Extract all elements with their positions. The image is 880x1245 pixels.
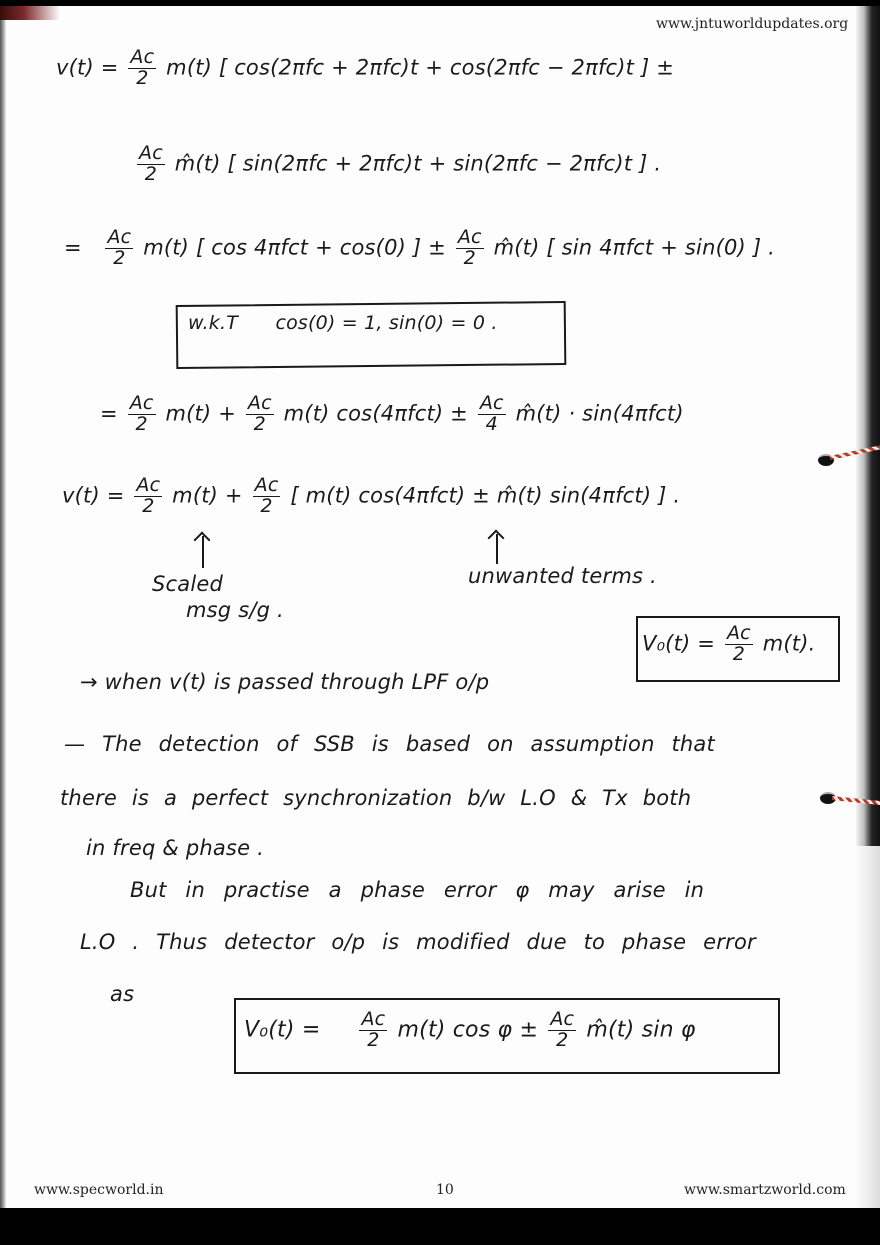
annotation-unwanted: unwanted terms . [468,564,657,588]
equation-2 [134,144,661,185]
notebook-page [0,6,880,1208]
lpf-statement: → when v(t) is passed through LPF o/p [80,670,490,694]
paragraph-1-line-2: there is a perfect synchronization b/w L.O & Tx both [60,786,692,810]
paragraph-2-line-1: But in practise a phase error φ may arise in [130,878,705,902]
equation-1 [56,48,674,89]
fraction: $\frac{Ac}{2}$ [107,226,132,269]
fraction: $\frac{Ac}{4}$ [479,392,504,435]
final-equation: V₀(t) = $\frac{Ac}{2}$ m(t) cos φ ± $\frac{Ac}{2}$ m̂(t) sin φ [244,1008,696,1051]
fraction: $\frac{Ac}{2}$ [129,392,154,435]
annotation-scaled: Scaled [152,572,224,596]
fraction: $\frac{Ac}{2}$ [726,622,751,665]
wkt-text: cos(0) = 1, sin(0) = 0 . [275,312,498,334]
fraction: $\frac{Ac}{2}$ [361,1008,386,1051]
page-left-edge [0,6,6,1208]
bottom-black-bar [0,1208,880,1245]
arrow-up-icon [496,534,498,564]
fraction: $\frac{Ac}{2}$ [254,474,279,517]
lpf-output-equation: V₀(t) = $\frac{Ac}{2}$ m(t). [642,622,816,665]
eq2-body: m̂(t) [ sin(2πfc + 2πfc)t + sin(2πfc − 2πfc)t ] . [174,151,662,176]
wkt-label: w.k.T [188,312,239,334]
fraction: $\frac{Ac}{2}$ [136,474,161,517]
fraction: $\frac{Ac}{2}$ [130,46,155,89]
paragraph-2-line-2: L.O . Thus detector o/p is modified due to phase error [80,930,756,954]
watermark-top: www.jntuworldupdates.org [656,16,849,32]
arrow-up-icon [202,536,204,568]
page-binding-edge-lower [856,846,880,1208]
annotation-msg-sig: msg s/g . [186,598,284,622]
equation-3: = $\frac{Ac}{2}$ m(t) [ cos 4πfct + cos(0) ] ± $\frac{Ac}{2}$ m̂(t) [ sin 4πfct + sin(0) ] . [64,226,775,269]
page-corner-shadow [0,6,60,20]
page-number: 10 [436,1182,454,1198]
fraction: $\frac{Ac}{2}$ [139,142,163,185]
footer-right-watermark: www.smartzworld.com [684,1182,846,1198]
equation-4: = $\frac{Ac}{2}$ m(t) + $\frac{Ac}{2}$ m(t) cos(4πfct) ± $\frac{Ac}{4}$ m̂(t) · sin(4πfct) [100,392,684,435]
footer-left-watermark: www.specworld.in [34,1182,164,1198]
eq1-body: m(t) [ cos(2πfc + 2πfc)t + cos(2πfc − 2πfc)t ] ± [166,55,675,80]
fraction: $\frac{Ac}{2}$ [550,1008,575,1051]
fraction: $\frac{Ac}{2}$ [247,392,272,435]
paragraph-1-line-3: in freq & phase . [86,836,264,860]
wkt-content [188,312,498,334]
paragraph-2-line-3: as [110,982,135,1006]
equation-5: v(t) = $\frac{Ac}{2}$ m(t) + $\frac{Ac}{2}$ [ m(t) cos(4πfct) ± m̂(t) sin(4πfct) ] . [62,474,681,517]
paragraph-1-line-1: — The detection of SSB is based on assumption that [64,732,715,756]
fraction: $\frac{Ac}{2}$ [457,226,482,269]
eq1-lhs: v(t) = [56,55,119,80]
